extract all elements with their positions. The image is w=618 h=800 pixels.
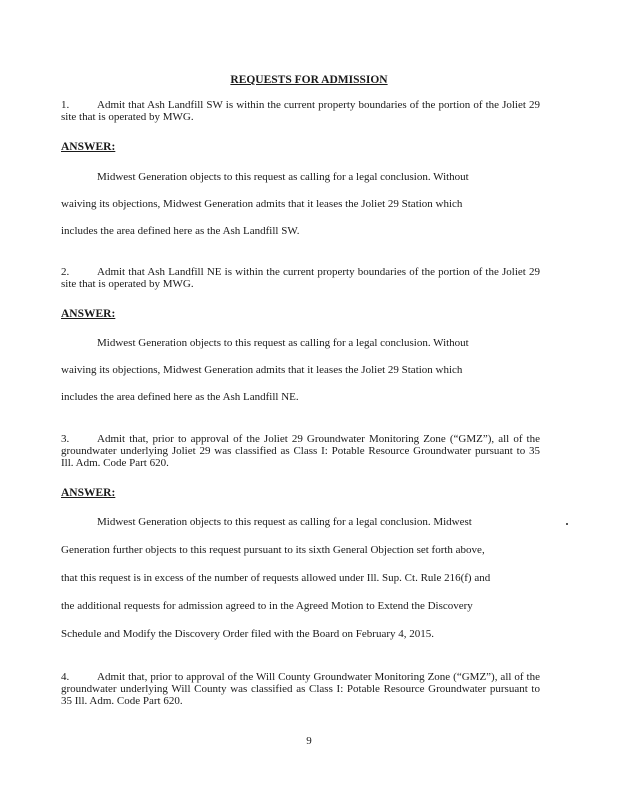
- answer-line: the additional requests for admission agreed to in the Agreed Motion to Extend the Discovery: [61, 600, 473, 612]
- answer-heading-1: ANSWER:: [61, 141, 116, 153]
- answer-heading-2: ANSWER:: [61, 308, 116, 320]
- answer-line: Midwest Generation objects to this request as calling for a legal conclusion. Without: [97, 337, 469, 349]
- scan-speck: [566, 523, 568, 525]
- answer-heading-3: ANSWER:: [61, 487, 116, 499]
- request-number: 2.: [61, 266, 70, 278]
- request-text: Admit that Ash Landfill NE is within the current property boundaries of the portion of the Joliet 29 site that is operated by MWG.: [61, 266, 540, 290]
- request-3: [61, 433, 540, 469]
- request-4: [61, 671, 540, 707]
- answer-line: includes the area defined here as the Ash Landfill NE.: [61, 391, 299, 403]
- answer-line: Midwest Generation objects to this request as calling for a legal conclusion. Midwest: [97, 516, 472, 528]
- answer-line: Schedule and Modify the Discovery Order filed with the Board on February 4, 2015.: [61, 628, 434, 640]
- answer-line: Generation further objects to this request pursuant to its sixth General Objection set forth above,: [61, 544, 485, 556]
- request-number: 3.: [61, 433, 70, 445]
- request-text: Admit that, prior to approval of the Joliet 29 Groundwater Monitoring Zone (“GMZ”), all of the groundwater underlying Joliet 29 was classified as Class I: Potable Resource Groundwater pursuant to 35 Ill. Adm. Code Part 620.: [61, 433, 540, 469]
- answer-line: that this request is in excess of the number of requests allowed under Ill. Sup. Ct. Rule 216(f) and: [61, 572, 491, 584]
- request-2: [61, 266, 540, 290]
- page-number: 9: [306, 735, 312, 747]
- request-text: Admit that Ash Landfill SW is within the current property boundaries of the portion of the Joliet 29 site that is operated by MWG.: [61, 99, 540, 123]
- answer-line: Midwest Generation objects to this request as calling for a legal conclusion. Without: [97, 171, 469, 183]
- request-text: Admit that, prior to approval of the Will County Groundwater Monitoring Zone (“GMZ”), all of the groundwater underlying Will County was classified as Class I: Potable Resource Groundwater pursuant to 35 Ill. Adm. Code Part 620.: [61, 671, 540, 707]
- answer-line: waiving its objections, Midwest Generation admits that it leases the Joliet 29 Station which: [61, 198, 463, 210]
- answer-line: waiving its objections, Midwest Generation admits that it leases the Joliet 29 Station which: [61, 364, 463, 376]
- request-1: [61, 99, 540, 123]
- section-title: REQUESTS FOR ADMISSION: [230, 74, 388, 86]
- request-number: 1.: [61, 99, 70, 111]
- answer-line: includes the area defined here as the Ash Landfill SW.: [61, 225, 300, 237]
- request-number: 4.: [61, 671, 70, 683]
